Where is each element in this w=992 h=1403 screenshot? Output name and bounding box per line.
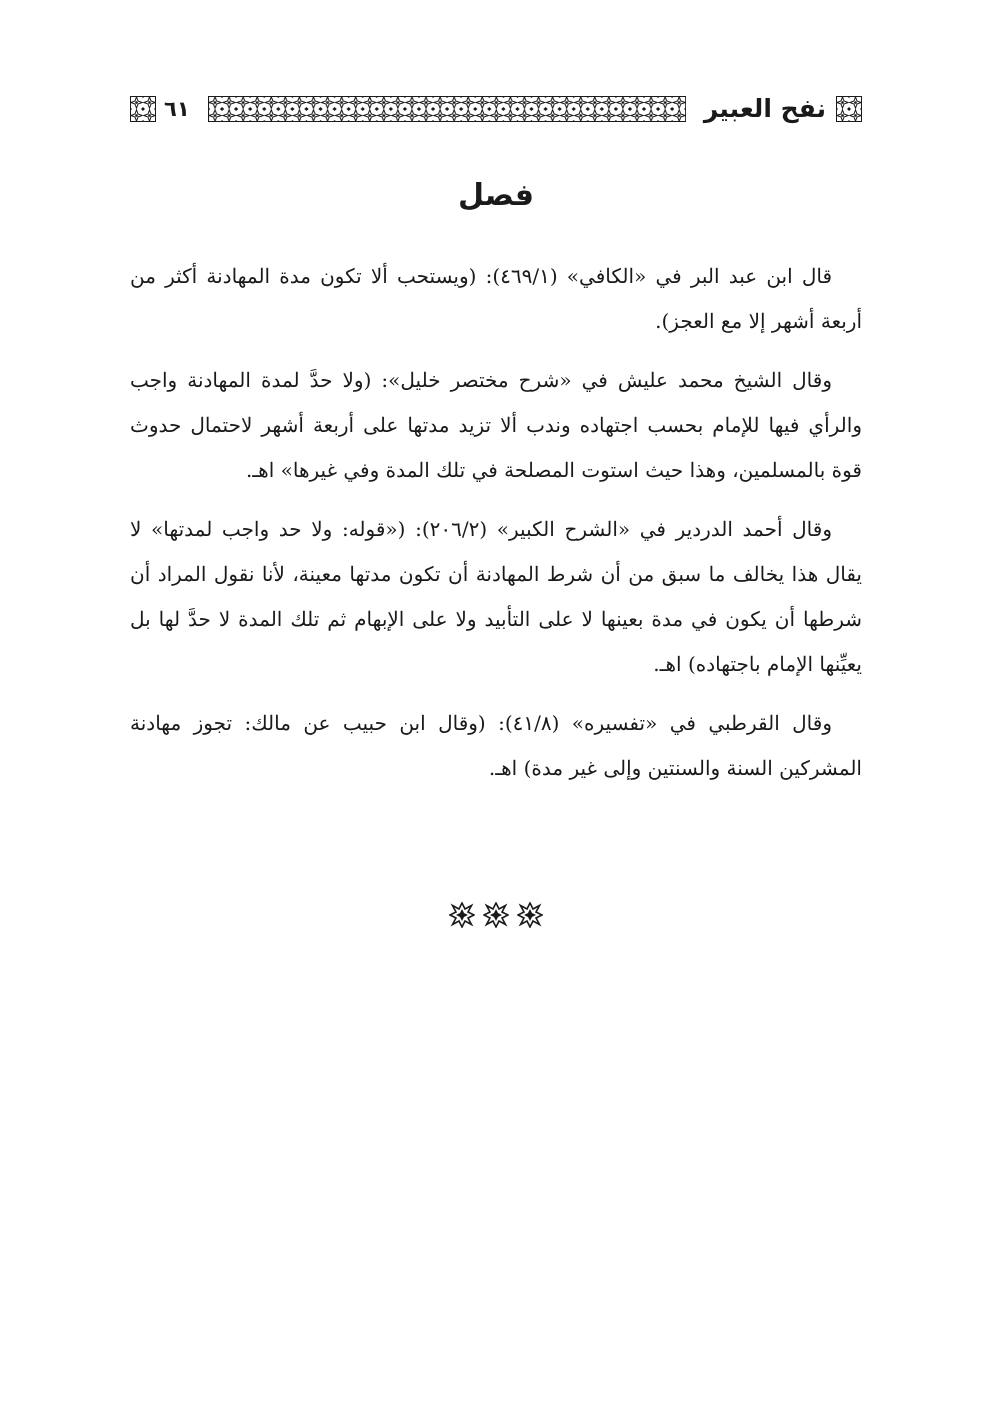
eight-point-star-icon: [449, 902, 475, 928]
eight-point-star-icon: [483, 902, 509, 928]
running-header: [130, 92, 862, 126]
header-ornament-band-icon: [208, 96, 686, 122]
paragraph-dardir: وقال أحمد الدردير في «الشرح الكبير» (٢٠٦/٢): («قوله: ولا حد واجب لمدتها» لا يقال هذا يخالف ما سبق من أن شرط المهادنة أن تكون مدتها معينة، لأنا نقول المراد أن شرطها أن يكون في مدة بعينها لا على التأبيد ولا على الإبهام ثم تلك المدة لا حدَّ لها بل يعيِّنها الإمام باجتهاده) اهـ.: [130, 517, 862, 676]
section-end-ornament: [0, 902, 992, 928]
body-text: [130, 254, 862, 805]
eight-point-star-icon: [517, 902, 543, 928]
section-heading: فصل: [458, 178, 534, 213]
header-ornament-right-icon: [836, 96, 862, 122]
paragraph-qurtubi: وقال القرطبي في «تفسيره» (٤١/٨): (وقال ابن حبيب عن مالك: تجوز مهادنة المشركين السنة والسنتين وإلى غير مدة) اهـ.: [130, 711, 862, 780]
page-number: ٦١: [164, 97, 190, 121]
paragraph-ibn-abd-al-barr: قال ابن عبد البر في «الكافي» (٤٦٩/١): (ويستحب ألا تكون مدة المهادنة أكثر من أربعة أشهر إلا مع العجز).: [130, 264, 862, 333]
paragraph-illaish: وقال الشيخ محمد عليش في «شرح مختصر خليل»: (ولا حدَّ لمدة المهادنة واجب والرأي فيها للإمام بحسب اجتهاده وندب ألا تزيد مدتها على أربعة أشهر لاحتمال حدوث قوة بالمسلمين، وهذا حيث استوت المصلحة في تلك المدة وفي غيرها» اهـ.: [130, 368, 862, 482]
book-title: نفح العبير: [703, 94, 826, 123]
header-ornament-left-icon: [130, 96, 156, 122]
